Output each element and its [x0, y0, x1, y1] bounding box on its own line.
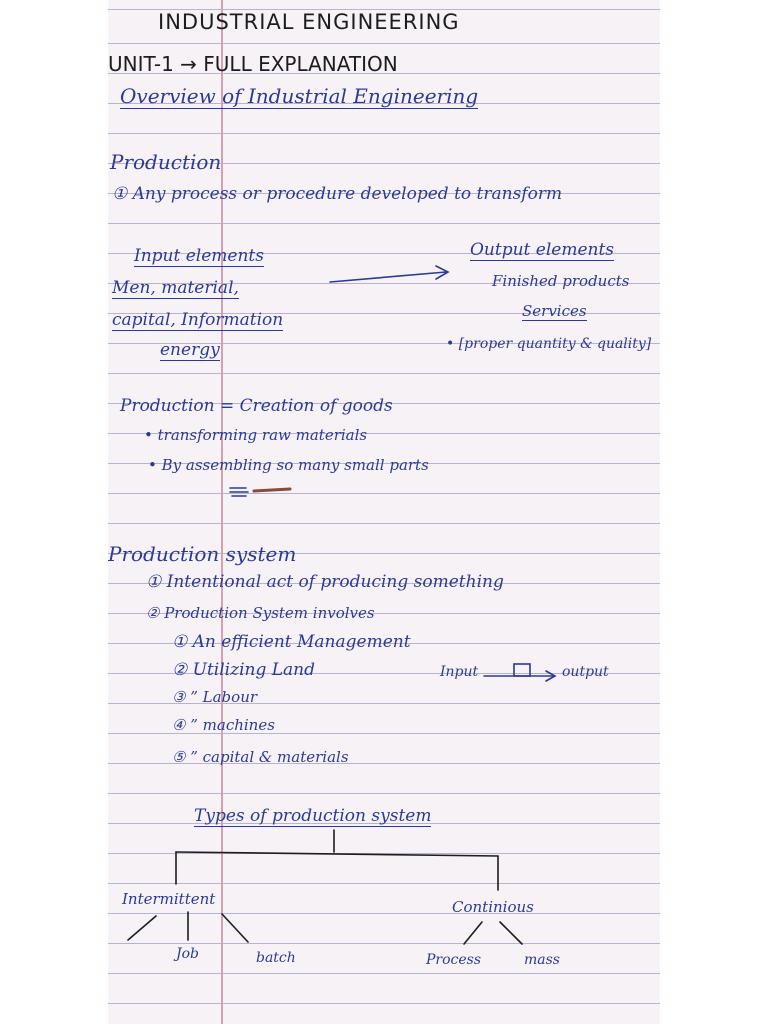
- type-mass: mass: [524, 952, 560, 968]
- type-continuous: Continious: [452, 898, 534, 916]
- page-title: INDUSTRIAL ENGINEERING: [158, 10, 460, 34]
- type-process: Process: [426, 952, 482, 968]
- production-equation: Production = Creation of goods: [120, 396, 393, 416]
- input-line-1: Men, material,: [112, 278, 239, 298]
- involves-item: ⑤ ” capital & materials: [172, 748, 349, 766]
- hand-drawn-strokes: [108, 0, 660, 1024]
- output-line-3: • [proper quantity & quality]: [446, 336, 652, 352]
- type-intermittent: Intermittent: [122, 890, 216, 908]
- scribble: [254, 489, 290, 491]
- tree-connector: [464, 922, 482, 944]
- input-line-2: capital, Information: [112, 310, 284, 330]
- input-line-3: energy: [160, 340, 220, 360]
- output-elements-heading: Output elements: [470, 240, 615, 260]
- input-output-arrow: [330, 272, 446, 282]
- tree-connector: [128, 916, 156, 940]
- bullet-transforming: • transforming raw materials: [144, 426, 368, 444]
- production-system-heading: Production system: [108, 542, 297, 566]
- overview-heading: Overview of Industrial Engineering: [120, 84, 479, 108]
- notebook-page: [108, 0, 660, 1024]
- type-batch: batch: [256, 950, 296, 966]
- types-heading: Types of production system: [194, 806, 432, 826]
- production-definition: ① Any process or procedure developed to transform: [112, 184, 563, 204]
- production-system-point-1: ① Intentional act of producing something: [146, 572, 504, 592]
- tree-connector: [500, 922, 522, 944]
- bullet-assembling: • By assembling so many small parts: [148, 456, 429, 474]
- involves-item: ④ ” machines: [172, 716, 275, 734]
- production-heading: Production: [110, 150, 222, 174]
- involves-item: ② Utilizing Land: [172, 660, 315, 680]
- output-line-1: Finished products: [492, 272, 630, 290]
- scribble: [230, 488, 248, 496]
- io-output-label: output: [562, 664, 609, 680]
- io-input-label: Input: [440, 664, 479, 680]
- unit-line: UNIT-1 → FULL EXPLANATION: [108, 52, 398, 76]
- production-system-point-2: ② Production System involves: [146, 604, 375, 622]
- involves-item: ① An efficient Management: [172, 632, 411, 652]
- system-box: [514, 664, 530, 676]
- involves-item: ③ ” Labour: [172, 688, 258, 706]
- input-elements-heading: Input elements: [134, 246, 264, 266]
- type-job: Job: [176, 946, 200, 962]
- tree-connector: [176, 852, 498, 856]
- tree-connector: [222, 914, 248, 942]
- output-line-2: Services: [522, 302, 587, 320]
